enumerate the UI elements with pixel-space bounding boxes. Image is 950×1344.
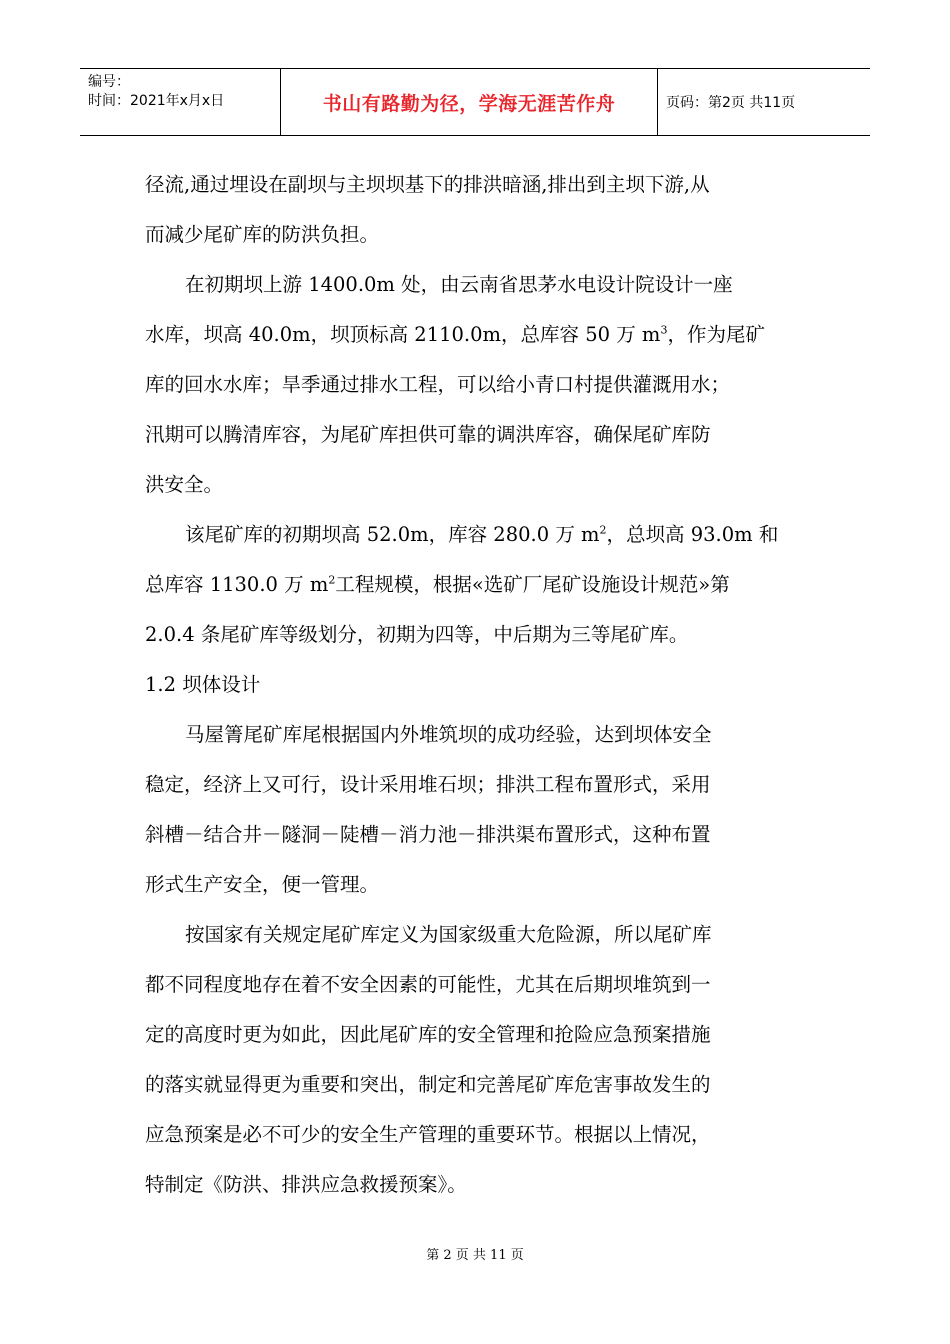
- text-line: 1.2 坝体设计: [145, 673, 261, 696]
- text-line: 定的高度时更为如此，因此尾矿库的安全管理和抢险应急预案措施: [145, 1023, 711, 1046]
- superscript: 3: [660, 323, 668, 337]
- text-line: 稳定，经济上又可行，设计采用堆石坝；排洪工程布置形式，采用: [145, 773, 711, 796]
- text-line: 斜槽－结合井－隧洞－陡槽－消力池－排洪渠布置形式，这种布置: [145, 823, 711, 846]
- superscript: 2: [328, 573, 336, 587]
- text-span: 工程规模，根据«选矿厂尾矿设施设计规范»第: [335, 573, 730, 596]
- document-body: [145, 160, 817, 1210]
- header-page-info: 页码：第2页 共11页: [666, 95, 796, 111]
- text-line: [145, 310, 817, 360]
- time-label: 时间：2021年x月x日: [88, 93, 225, 109]
- text-line: 形式生产安全，便一管理。: [145, 873, 380, 896]
- section-heading: [145, 660, 817, 710]
- text-span: 总库容 1130.0 万 m: [145, 573, 329, 596]
- text-line: 特制定《防洪、排洪应急救援预案》。: [145, 1173, 467, 1196]
- text-line: [145, 510, 817, 560]
- text-line: 径流,通过埋设在副坝与主坝坝基下的排洪暗涵,排出到主坝下游,从: [145, 173, 710, 196]
- header-meta: [80, 69, 281, 135]
- text-line: 按国家有关规定尾矿库定义为国家级重大危险源，所以尾矿库: [185, 923, 712, 946]
- text-line: 的落实就显得更为重要和突出，制定和完善尾矿库危害事故发生的: [145, 1073, 711, 1096]
- paragraph: [145, 260, 817, 510]
- paragraph: [145, 510, 817, 660]
- text-line: 而减少尾矿库的防洪负担。: [145, 223, 380, 246]
- text-span: ，总坝高 93.0m 和: [606, 523, 779, 546]
- page-header: [80, 68, 870, 136]
- paragraph: [145, 910, 817, 1210]
- paragraph: [145, 710, 817, 910]
- text-span: 该尾矿库的初期坝高 52.0m，库容 280.0 万 m: [185, 523, 600, 546]
- page-footer: 第 2 页 共 11 页: [426, 1248, 524, 1263]
- superscript: 2: [599, 523, 607, 537]
- paragraph: [145, 160, 817, 260]
- text-line: 2.0.4 条尾矿库等级划分，初期为四等，中后期为三等尾矿库。: [145, 623, 689, 646]
- text-line: 在初期坝上游 1400.0m 处，由云南省思茅水电设计院设计一座: [185, 273, 733, 296]
- text-span: ，作为尾矿: [667, 323, 765, 346]
- text-line: 库的回水水库；旱季通过排水工程，可以给小青口村提供灌溉用水；: [145, 373, 731, 396]
- text-line: 马屋箐尾矿库尾根据国内外堆筑坝的成功经验，达到坝体安全: [185, 723, 712, 746]
- text-line: 汛期可以腾清库容，为尾矿库担供可靠的调洪库容，确保尾矿库防: [145, 423, 711, 446]
- number-label: 编号：: [88, 74, 130, 90]
- text-line: 洪安全。: [145, 473, 224, 496]
- text-line: 应急预案是必不可少的安全生产管理的重要环节。根据以上情况，: [145, 1123, 711, 1146]
- text-line: [145, 560, 817, 610]
- text-line: 都不同程度地存在着不安全因素的可能性，尤其在后期坝堆筑到一: [145, 973, 711, 996]
- text-span: 水库，坝高 40.0m，坝顶标高 2110.0m，总库容 50 万 m: [145, 323, 661, 346]
- header-motto: 书山有路勤为径，学海无涯苦作舟: [281, 69, 658, 135]
